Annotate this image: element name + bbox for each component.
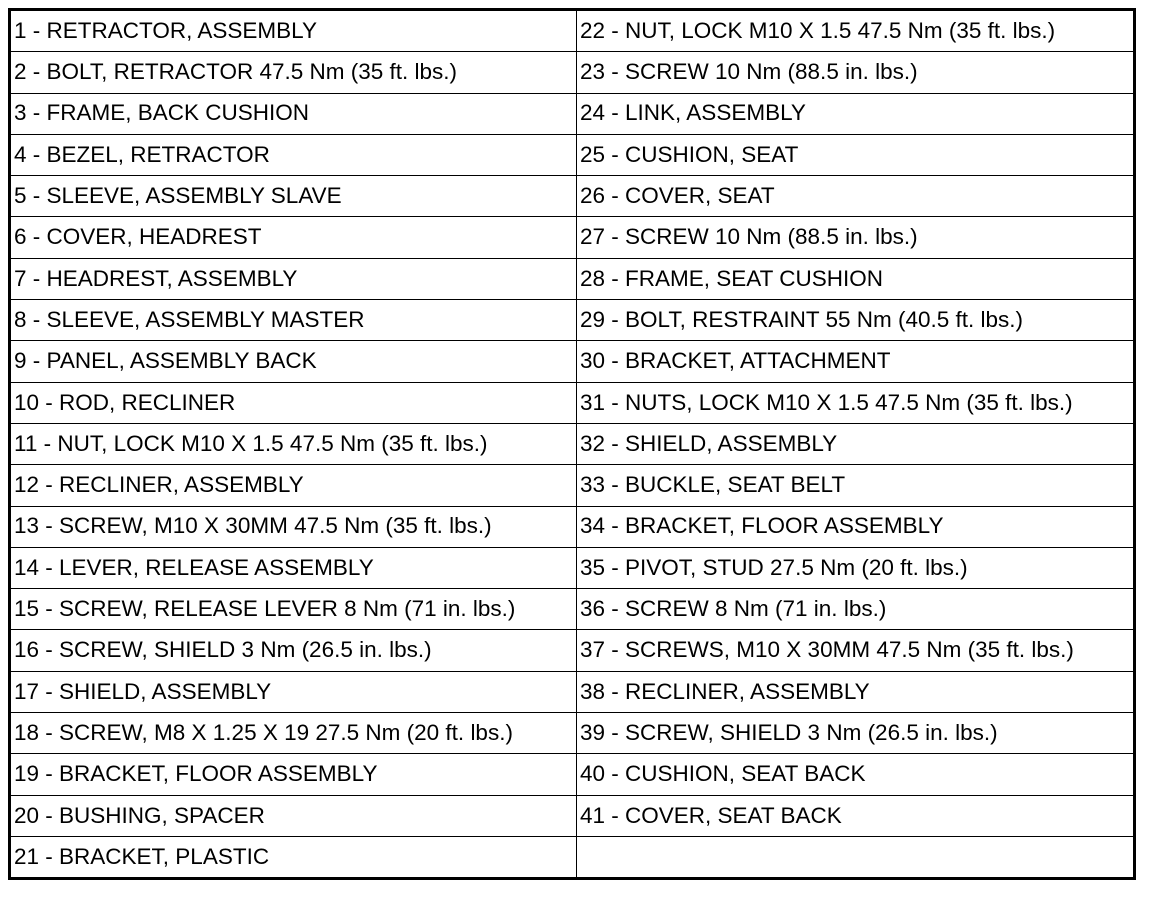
part-cell-right: 40 - CUSHION, SEAT BACK bbox=[577, 754, 1135, 795]
part-cell-left: 14 - LEVER, RELEASE ASSEMBLY bbox=[10, 547, 577, 588]
part-cell-right: 30 - BRACKET, ATTACHMENT bbox=[577, 341, 1135, 382]
part-cell-right: 37 - SCREWS, M10 X 30MM 47.5 Nm (35 ft. lbs.) bbox=[577, 630, 1135, 671]
part-cell-right: 41 - COVER, SEAT BACK bbox=[577, 795, 1135, 836]
part-cell-left: 9 - PANEL, ASSEMBLY BACK bbox=[10, 341, 577, 382]
part-cell-right: 29 - BOLT, RESTRAINT 55 Nm (40.5 ft. lbs.) bbox=[577, 300, 1135, 341]
table-row bbox=[10, 258, 1135, 299]
part-cell-left: 1 - RETRACTOR, ASSEMBLY bbox=[10, 10, 577, 52]
table-row bbox=[10, 300, 1135, 341]
part-cell-left: 11 - NUT, LOCK M10 X 1.5 47.5 Nm (35 ft. lbs.) bbox=[10, 423, 577, 464]
part-cell-right: 26 - COVER, SEAT bbox=[577, 176, 1135, 217]
table-row bbox=[10, 589, 1135, 630]
table-row bbox=[10, 836, 1135, 878]
table-row bbox=[10, 341, 1135, 382]
part-cell-left: 20 - BUSHING, SPACER bbox=[10, 795, 577, 836]
table-row bbox=[10, 52, 1135, 93]
part-cell-left: 3 - FRAME, BACK CUSHION bbox=[10, 93, 577, 134]
table-row bbox=[10, 176, 1135, 217]
table-row bbox=[10, 671, 1135, 712]
part-cell-left: 8 - SLEEVE, ASSEMBLY MASTER bbox=[10, 300, 577, 341]
part-cell-left: 5 - SLEEVE, ASSEMBLY SLAVE bbox=[10, 176, 577, 217]
part-cell-right: 34 - BRACKET, FLOOR ASSEMBLY bbox=[577, 506, 1135, 547]
part-cell-right: 31 - NUTS, LOCK M10 X 1.5 47.5 Nm (35 ft. lbs.) bbox=[577, 382, 1135, 423]
part-cell-right: 39 - SCREW, SHIELD 3 Nm (26.5 in. lbs.) bbox=[577, 713, 1135, 754]
table-row bbox=[10, 134, 1135, 175]
part-cell-left: 13 - SCREW, M10 X 30MM 47.5 Nm (35 ft. lbs.) bbox=[10, 506, 577, 547]
table-row bbox=[10, 423, 1135, 464]
part-cell-right: 27 - SCREW 10 Nm (88.5 in. lbs.) bbox=[577, 217, 1135, 258]
part-cell-left: 16 - SCREW, SHIELD 3 Nm (26.5 in. lbs.) bbox=[10, 630, 577, 671]
table-row bbox=[10, 630, 1135, 671]
table-row bbox=[10, 547, 1135, 588]
table-row bbox=[10, 506, 1135, 547]
part-cell-left: 17 - SHIELD, ASSEMBLY bbox=[10, 671, 577, 712]
table-row bbox=[10, 382, 1135, 423]
part-cell-left: 10 - ROD, RECLINER bbox=[10, 382, 577, 423]
part-cell-left: 12 - RECLINER, ASSEMBLY bbox=[10, 465, 577, 506]
part-cell-right: 38 - RECLINER, ASSEMBLY bbox=[577, 671, 1135, 712]
table-row bbox=[10, 754, 1135, 795]
part-cell-right: 33 - BUCKLE, SEAT BELT bbox=[577, 465, 1135, 506]
part-cell-left: 6 - COVER, HEADREST bbox=[10, 217, 577, 258]
part-cell-right: 32 - SHIELD, ASSEMBLY bbox=[577, 423, 1135, 464]
part-cell-left: 2 - BOLT, RETRACTOR 47.5 Nm (35 ft. lbs.) bbox=[10, 52, 577, 93]
table-row bbox=[10, 465, 1135, 506]
table-row bbox=[10, 795, 1135, 836]
part-cell-right: 24 - LINK, ASSEMBLY bbox=[577, 93, 1135, 134]
parts-legend-table bbox=[8, 8, 1136, 880]
empty-cell bbox=[577, 836, 1135, 878]
table-row bbox=[10, 713, 1135, 754]
part-cell-left: 21 - BRACKET, PLASTIC bbox=[10, 836, 577, 878]
part-cell-left: 19 - BRACKET, FLOOR ASSEMBLY bbox=[10, 754, 577, 795]
table-row bbox=[10, 10, 1135, 52]
part-cell-right: 36 - SCREW 8 Nm (71 in. lbs.) bbox=[577, 589, 1135, 630]
part-cell-right: 28 - FRAME, SEAT CUSHION bbox=[577, 258, 1135, 299]
part-cell-left: 4 - BEZEL, RETRACTOR bbox=[10, 134, 577, 175]
part-cell-right: 23 - SCREW 10 Nm (88.5 in. lbs.) bbox=[577, 52, 1135, 93]
part-cell-right: 35 - PIVOT, STUD 27.5 Nm (20 ft. lbs.) bbox=[577, 547, 1135, 588]
table-row bbox=[10, 93, 1135, 134]
part-cell-left: 7 - HEADREST, ASSEMBLY bbox=[10, 258, 577, 299]
part-cell-left: 18 - SCREW, M8 X 1.25 X 19 27.5 Nm (20 ft. lbs.) bbox=[10, 713, 577, 754]
part-cell-left: 15 - SCREW, RELEASE LEVER 8 Nm (71 in. lbs.) bbox=[10, 589, 577, 630]
part-cell-right: 22 - NUT, LOCK M10 X 1.5 47.5 Nm (35 ft. lbs.) bbox=[577, 10, 1135, 52]
table-row bbox=[10, 217, 1135, 258]
part-cell-right: 25 - CUSHION, SEAT bbox=[577, 134, 1135, 175]
